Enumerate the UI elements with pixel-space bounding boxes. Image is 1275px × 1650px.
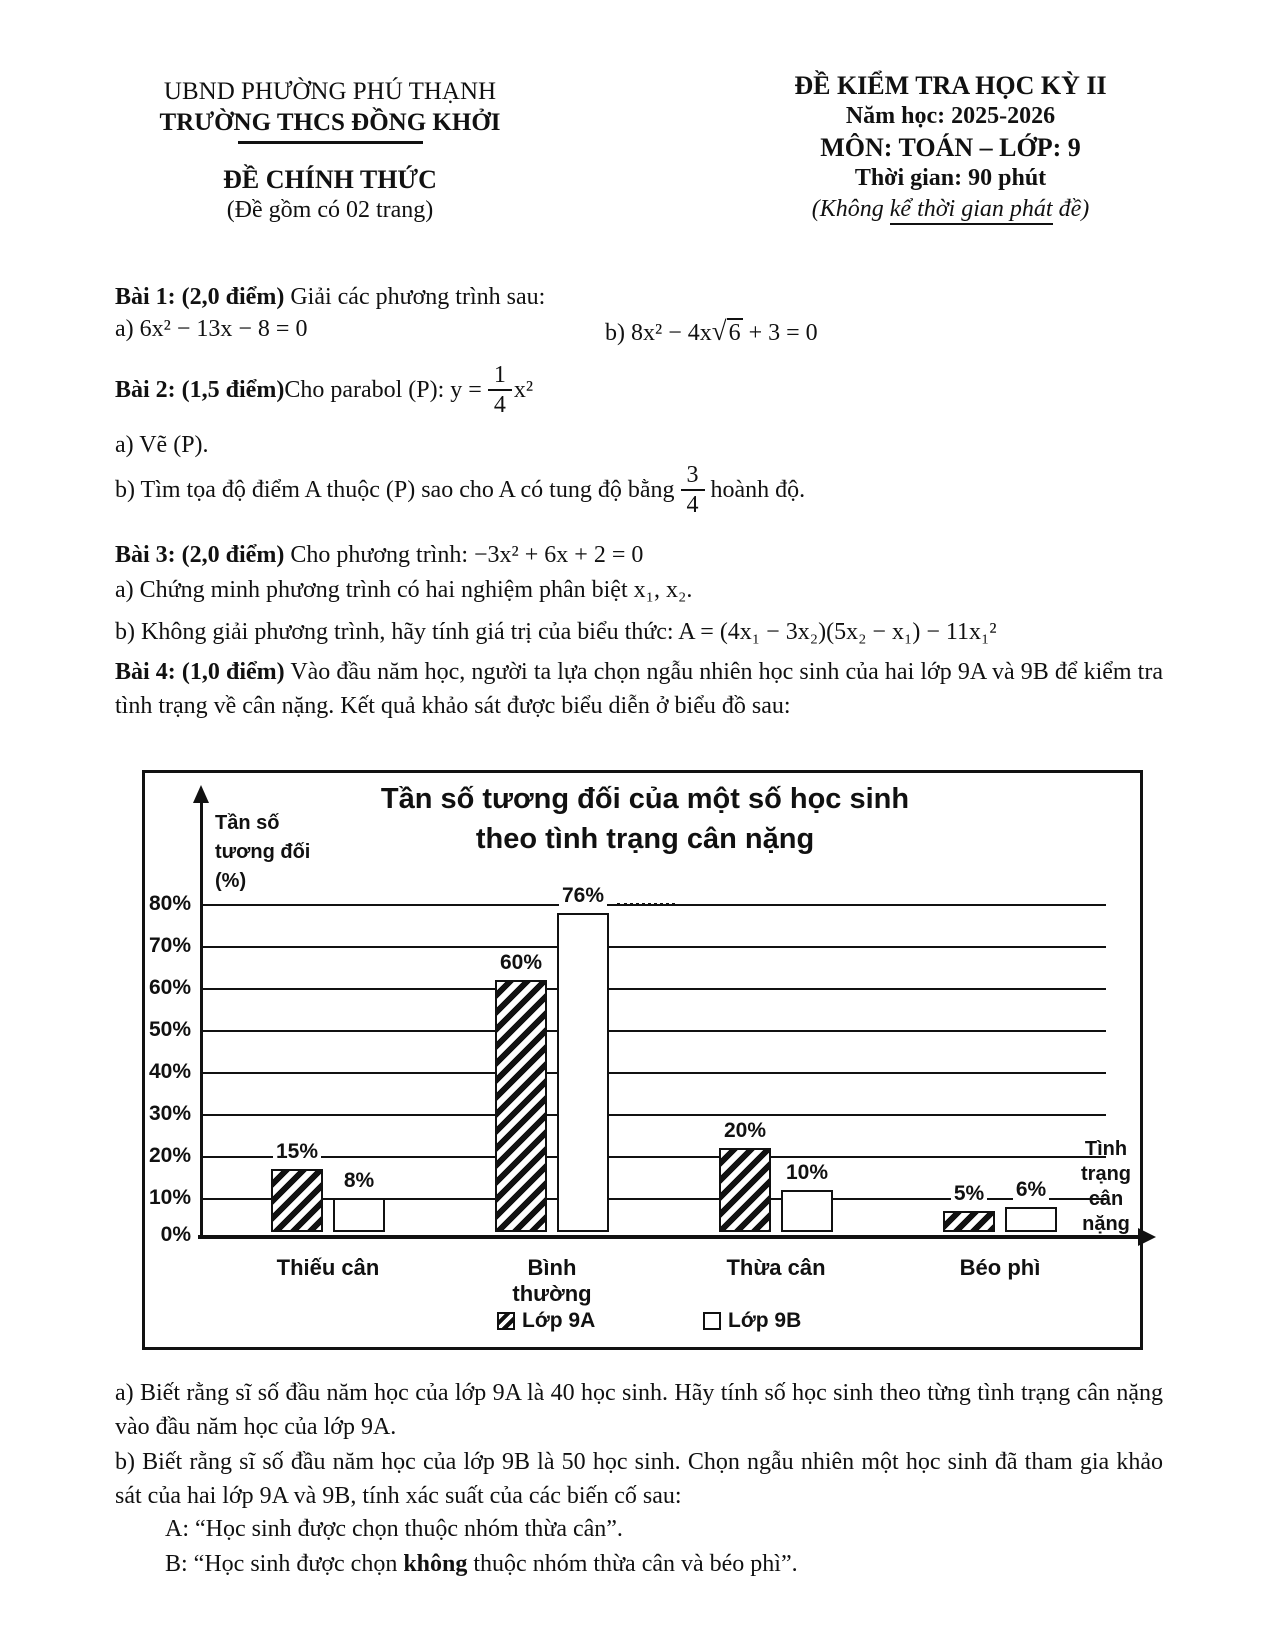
fraction-denominator: 4 (493, 392, 506, 418)
fraction-one-fourth (488, 362, 512, 418)
duration-note-prefix: (Không (811, 196, 890, 222)
equation-1b-post: + 3 = 0 (742, 320, 818, 346)
value-label: 60% (484, 950, 558, 975)
y-tick: 0% (160, 1223, 191, 1246)
event-b-pre: B: “Học sinh được chọn (165, 1551, 404, 1577)
y-tick: 50% (148, 1018, 191, 1041)
event-b (165, 1547, 1165, 1581)
bar-9b-beo-phi (1005, 1207, 1057, 1232)
duration-note (758, 194, 1143, 225)
value-label: 20% (708, 1118, 782, 1143)
x-axis-label-line: cân (1088, 1188, 1124, 1210)
problem-4-heading (115, 655, 1163, 723)
problem-3-label: Bài 3: (2,0 điểm) (115, 542, 285, 568)
value-label: 6% (994, 1177, 1068, 1202)
question-a: a) Biết rằng sĩ số đầu năm học của lớp 9A là 40 học sinh. Hãy tính số học sinh theo từng tình trạng cân nặng vào đầu năm học của lớp 9A. (115, 1380, 1163, 1440)
gridline-50 (201, 1030, 1106, 1032)
bar-9a-binh-thuong (495, 980, 547, 1232)
fraction-denominator: 4 (686, 492, 699, 518)
x-axis-label-line: nặng (1082, 1213, 1130, 1235)
bar-9a-beo-phi (943, 1211, 995, 1232)
y-tick: 30% (148, 1102, 191, 1125)
y-tick: 80% (148, 892, 191, 915)
problem-3-heading (115, 538, 1163, 572)
y-axis-label-line: (%) (215, 870, 247, 892)
value-label: 5% (932, 1181, 1006, 1206)
problem-2-text: Cho parabol (284, 376, 403, 403)
problem-3b: b) Không giải phương trình, hãy tính giá trị của biểu thức: A = (4x₁ − 3x₂)(5x₂ − x₁) − 11x₁² (115, 619, 997, 645)
bar-9b-thua-can (781, 1190, 833, 1232)
gridline-20 (201, 1156, 1106, 1158)
problem-2b-tail: hoành độ. (710, 476, 806, 503)
bar-9a-thieu-can (271, 1169, 323, 1232)
chart-title-line2: theo tình trạng cân nặng (475, 823, 815, 855)
x-axis-label-line: trạng (1081, 1163, 1131, 1185)
x-axis-label-line: Tình (1084, 1138, 1128, 1160)
problem-1-text: Giải các phương trình sau: (284, 284, 546, 310)
y-tick: 20% (148, 1144, 191, 1167)
y-tick: 60% (148, 976, 191, 999)
header-left (140, 76, 520, 226)
fraction-three-fourths (681, 462, 705, 518)
legend-item-9b (703, 1309, 801, 1333)
header-left-underline (238, 141, 423, 144)
equation-1b (605, 316, 818, 347)
value-label: 8% (322, 1168, 396, 1193)
dotted-gridline-segment (617, 903, 675, 906)
gridline-30 (201, 1114, 1106, 1116)
y-tick: 10% (148, 1186, 191, 1209)
legend-swatch-white-icon (703, 1312, 721, 1330)
y-axis-line (200, 803, 203, 1239)
page-count-note: (Đề gồm có 02 trang) (226, 197, 434, 223)
duration: Thời gian: 90 phút (854, 165, 1047, 191)
issuer-line: UBND PHƯỜNG PHÚ THẠNH (163, 78, 497, 105)
school-year: Năm học: 2025-2026 (845, 103, 1056, 129)
duration-note-suffix: đề) (1052, 196, 1090, 222)
exam-official-label: ĐỀ CHÍNH THỨC (223, 165, 437, 194)
value-label: 15% (260, 1139, 334, 1164)
question-b: b) Biết rằng sĩ số đầu năm học của lớp 9B là 50 học sinh. Chọn ngẫu nhiên một học sinh đã tham gia khảo sát của hai lớp 9A và 9B, tính xác suất của các biến cố sau: (115, 1449, 1163, 1509)
category-label: Béo phì (959, 1255, 1041, 1280)
y-tick: 70% (148, 934, 191, 957)
parabola-equation-pre: (P): y = (408, 376, 482, 403)
problem-2a: a) Vẽ (P). (115, 432, 209, 458)
exam-title: ĐỀ KIỂM TRA HỌC KỲ II (794, 71, 1107, 100)
gridline-70 (201, 946, 1106, 948)
category-label: Thừa cân (726, 1255, 826, 1280)
fraction-numerator: 1 (488, 362, 512, 391)
header-right (758, 70, 1143, 225)
problem-3a: a) Chứng minh phương trình có hai nghiệm phân biệt x₁, x₂. (115, 577, 693, 603)
y-axis-label-line: tương đối (215, 841, 311, 863)
chart-title-line1: Tần số tương đối của một số học sinh (380, 783, 910, 815)
y-axis-label (215, 809, 310, 896)
category-label: Thiếu cân (276, 1255, 380, 1280)
x-axis-line (198, 1235, 1140, 1239)
value-label: 76% (546, 883, 620, 908)
category-label: Bình thường (512, 1255, 592, 1306)
problem-1-label: Bài 1: (2,0 điểm) (115, 284, 285, 310)
y-tick: 40% (148, 1060, 191, 1083)
bar-9b-binh-thuong (557, 913, 609, 1232)
equation-1a: a) 6x² − 13x − 8 = 0 (115, 316, 308, 342)
bar-9a-thua-can (719, 1148, 771, 1232)
bar-9b-thieu-can (333, 1198, 385, 1232)
problem-2-label: Bài 2: (1,5 điểm) (115, 376, 285, 403)
legend-label: Lớp 9B (728, 1309, 802, 1332)
parabola-equation-post: x² (513, 376, 534, 403)
event-b-post: thuộc nhóm thừa cân và béo phì”. (467, 1551, 798, 1577)
gridline-60 (201, 988, 1106, 990)
problem-1-heading (115, 280, 1163, 314)
y-axis-label-line: Tần số (215, 812, 280, 834)
problem-3-text: Cho phương trình: −3x² + 6x + 2 = 0 (284, 542, 644, 568)
problem-4-text: Vào đầu năm học, người ta lựa chọn ngẫu nhiên học sinh của hai lớp 9A và 9B để kiểm tra tình trạng về cân nặng. Kết quả khảo sát được biểu diễn ở biểu đồ sau: (115, 659, 1163, 719)
equation-1b-pre: b) 8x² − 4x (605, 320, 712, 346)
legend-label: Lớp 9A (522, 1309, 596, 1332)
value-label: 10% (770, 1160, 844, 1185)
problem-2-heading (115, 362, 1163, 418)
subject-grade: MÔN: TOÁN – LỚP: 9 (820, 133, 1081, 162)
problem-1-equations (115, 316, 1163, 346)
event-a: A: “Học sinh được chọn thuộc nhóm thừa cân”. (165, 1516, 623, 1542)
fraction-numerator: 3 (681, 462, 705, 491)
problem-2b-text: b) Tìm tọa độ điểm A thuộc (P) sao cho A có tung độ bằng (115, 476, 675, 503)
event-b-bold: không (403, 1551, 468, 1577)
bar-chart (142, 770, 1143, 1350)
school-name: TRƯỜNG THCS ĐỒNG KHỞI (159, 109, 501, 136)
duration-note-underlined: kể thời gian phát (890, 196, 1053, 225)
x-axis-label (1071, 1137, 1141, 1237)
y-axis-arrow-icon (193, 785, 209, 803)
gridline-40 (201, 1072, 1106, 1074)
problem-4-label: Bài 4: (1,0 điểm) (115, 659, 285, 685)
sqrt-argument: 6 (728, 320, 741, 346)
legend-swatch-hatched-icon (497, 1312, 515, 1330)
legend-item-9a (497, 1309, 595, 1333)
sqrt-sign: √ (711, 316, 727, 346)
problem-2b (115, 462, 1163, 518)
